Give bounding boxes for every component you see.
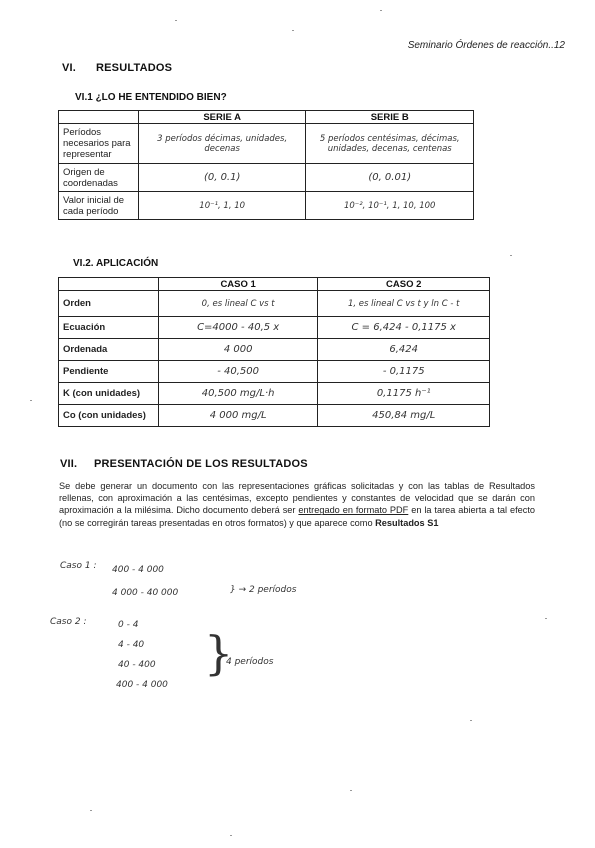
- cell-caso-2: - 0,1175: [318, 361, 490, 383]
- brace-icon: }: [204, 626, 234, 680]
- scan-speck: [510, 255, 512, 256]
- scan-speck: [545, 618, 547, 619]
- table-row: [59, 361, 490, 383]
- instructions-paragraph: [59, 480, 535, 529]
- table-header-row: [59, 111, 474, 124]
- table-header-empty: [59, 278, 159, 291]
- row-label: Ordenada: [59, 339, 159, 361]
- cell-serie-b: 5 períodos centésimas, décimas, unidades, decenas, centenas: [306, 124, 474, 164]
- note-line: 4 000 - 40 000: [112, 588, 179, 598]
- row-label: Pendiente: [59, 361, 159, 383]
- cell-caso-1: 0, es lineal C vs t: [158, 291, 318, 317]
- scan-speck: [175, 20, 177, 21]
- table-row: [59, 405, 490, 427]
- cell-caso-1: 4 000 mg/L: [158, 405, 318, 427]
- table-header-caso-2: CASO 2: [318, 278, 490, 291]
- cell-caso-1: - 40,500: [158, 361, 318, 383]
- note-line: 40 - 400: [118, 660, 156, 670]
- cell-caso-2: 6,424: [318, 339, 490, 361]
- cell-serie-a: 3 períodos décimas, unidades, decenas: [138, 124, 306, 164]
- row-label: Valor inicial de cada período: [59, 192, 139, 220]
- scan-speck: [30, 400, 32, 401]
- row-label: Ecuación: [59, 317, 159, 339]
- table-header-empty: [59, 111, 139, 124]
- subsection-6-1-title: VI.1 ¿LO HE ENTENDIDO BIEN?: [75, 92, 227, 103]
- scan-speck: [350, 790, 352, 791]
- scan-speck: [90, 810, 92, 811]
- table-header-serie-a: SERIE A: [138, 111, 306, 124]
- note-caso-1-periods: } → 2 períodos: [230, 585, 297, 595]
- subsection-6-2-title: VI.2. APLICACIÓN: [73, 258, 159, 269]
- note-line: 400 - 4 000: [116, 680, 168, 690]
- section-6-title: RESULTADOS: [96, 62, 173, 74]
- scan-speck: [380, 10, 382, 11]
- resultados-s1-label: Resultados S1: [375, 517, 439, 528]
- cell-serie-b: 10⁻², 10⁻¹, 1, 10, 100: [306, 192, 474, 220]
- table-header-serie-b: SERIE B: [306, 111, 474, 124]
- note-caso-2-label: Caso 2 :: [50, 617, 87, 627]
- table-row: [59, 317, 490, 339]
- cell-caso-1: C=4000 - 40,5 x: [158, 317, 318, 339]
- table-header-row: [59, 278, 490, 291]
- cell-serie-a: (0, 0.1): [138, 164, 306, 192]
- section-6-heading: [62, 62, 172, 74]
- section-7-title: PRESENTACIÓN DE LOS RESULTADOS: [94, 458, 308, 470]
- section-6-number: VI.: [62, 62, 77, 74]
- scan-speck: [230, 835, 232, 836]
- row-label: Co (con unidades): [59, 405, 159, 427]
- note-line: 400 - 4 000: [112, 565, 164, 575]
- section-7-number: VII.: [60, 458, 78, 470]
- table-header-caso-1: CASO 1: [158, 278, 318, 291]
- paragraph-text-2: en la tarea abierta a tal efecto (no se corregirán tareas presentadas en otros formatos) y que aparece como: [59, 505, 535, 528]
- scan-speck: [292, 30, 294, 31]
- table-row: [59, 291, 490, 317]
- note-line: 0 - 4: [118, 620, 139, 630]
- header-note: Seminario Órdenes de reacción..12: [407, 40, 565, 51]
- note-caso-2-periods: 4 períodos: [226, 657, 274, 667]
- cell-caso-2: 0,1175 h⁻¹: [318, 383, 490, 405]
- row-label: Períodos necesarios para representar: [59, 124, 139, 164]
- scan-speck: [470, 720, 472, 721]
- table-row: [59, 383, 490, 405]
- table-row: [59, 164, 474, 192]
- note-line: 4 - 40: [118, 640, 145, 650]
- cell-caso-2: 1, es lineal C vs t y ln C - t: [318, 291, 490, 317]
- row-label: Orden: [59, 291, 159, 317]
- cell-caso-1: 40,500 mg/L·h: [158, 383, 318, 405]
- cell-serie-b: (0, 0.01): [306, 164, 474, 192]
- note-caso-1-label: Caso 1 :: [60, 561, 97, 571]
- row-label: K (con unidades): [59, 383, 159, 405]
- pdf-format-emphasis: entregado en formato PDF: [298, 505, 409, 516]
- section-7-heading: [60, 458, 308, 470]
- table-row: [59, 192, 474, 220]
- cell-caso-2: 450,84 mg/L: [318, 405, 490, 427]
- table-series: [58, 110, 474, 220]
- paragraph-text: Se debe generar un documento con las representaciones gráficas solicitadas y con las tablas de Resultados rellenas, con aproximación a las centésimas, excepto pendientes y constantes de velocidad que se darán con aproximación a la milésima. Dicho documento deberá ser: [59, 481, 535, 516]
- row-label: Origen de coordenadas: [59, 164, 139, 192]
- cell-caso-1: 4 000: [158, 339, 318, 361]
- table-cases: [58, 277, 490, 427]
- table-row: [59, 339, 490, 361]
- cell-caso-2: C = 6,424 - 0,1175 x: [318, 317, 490, 339]
- table-row: [59, 124, 474, 164]
- cell-serie-a: 10⁻¹, 1, 10: [138, 192, 306, 220]
